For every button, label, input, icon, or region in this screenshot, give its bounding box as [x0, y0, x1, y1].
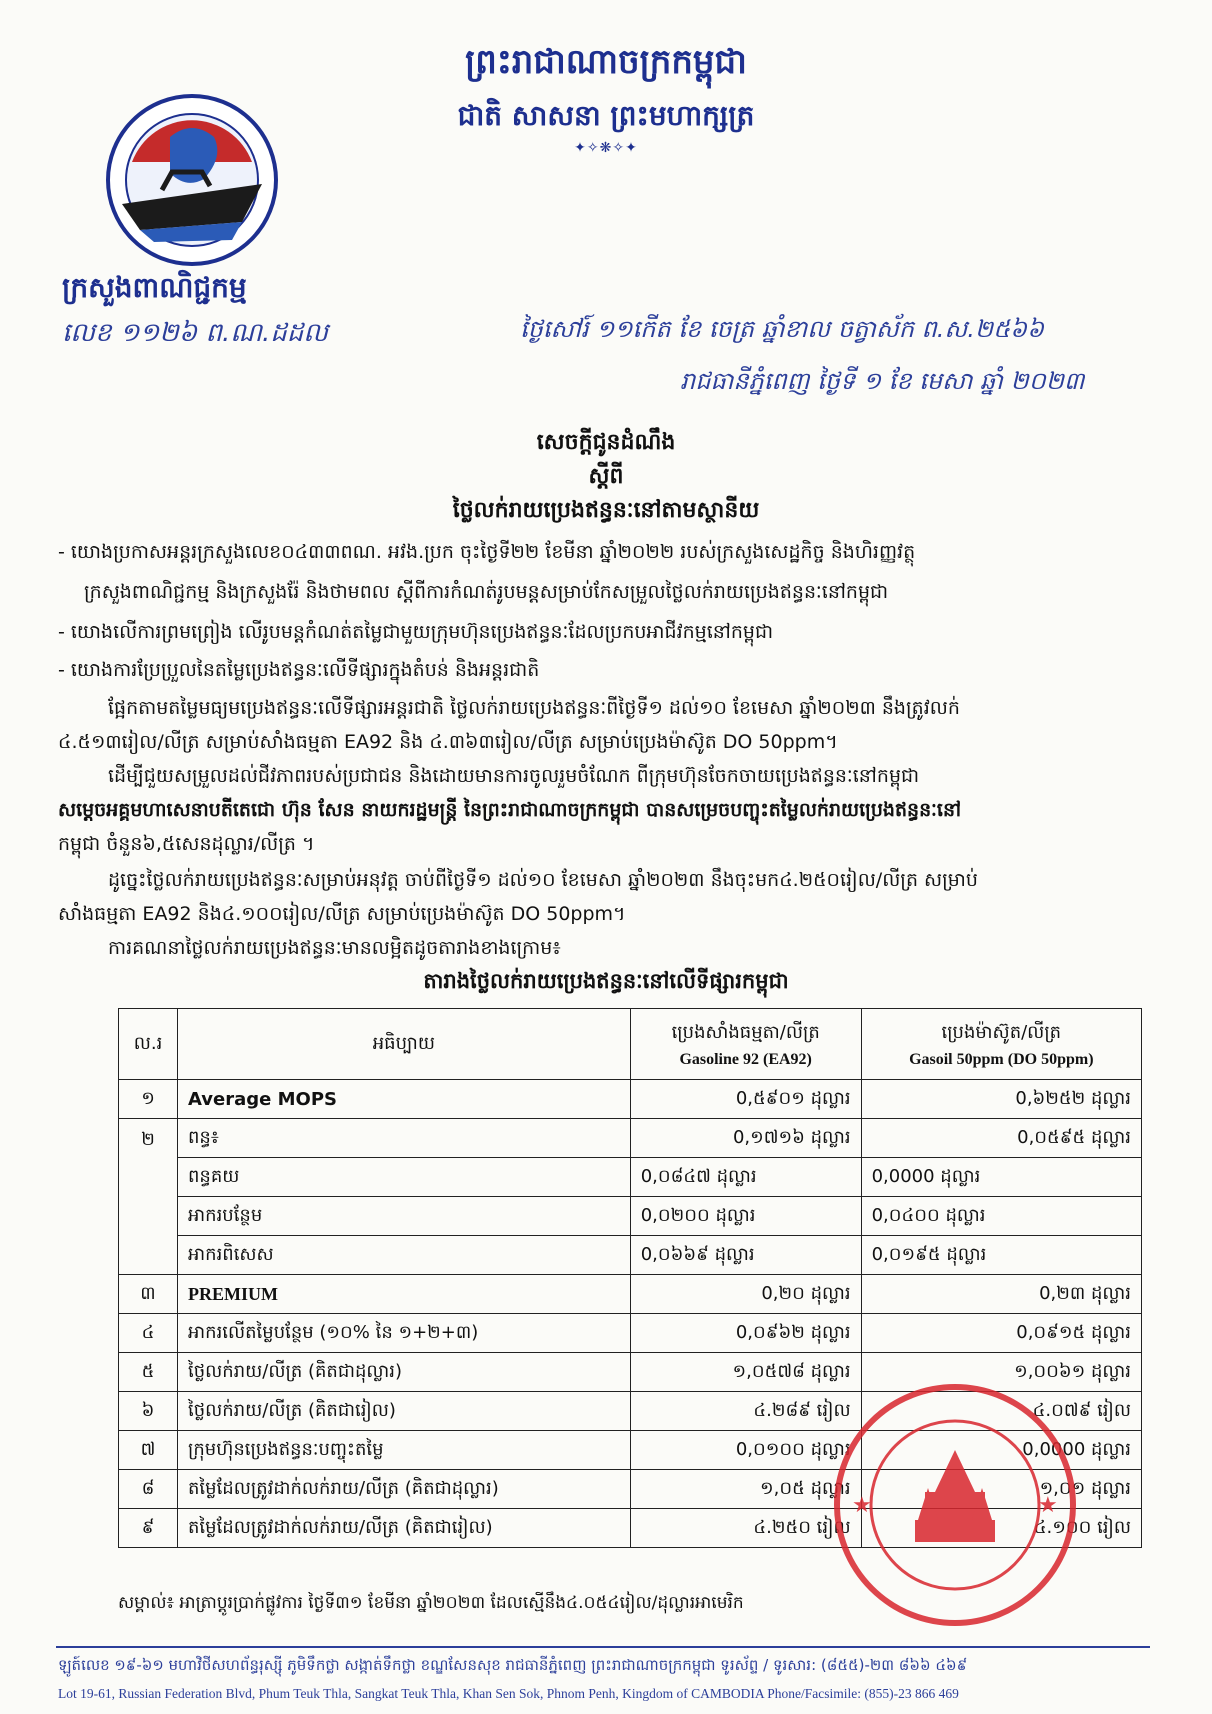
row-description: ពន្ធ៖ — [178, 1119, 631, 1158]
col-header-no: ល.រ — [119, 1009, 178, 1080]
row-gasoline-value: 0,០៨៤៧ ដុល្លារ — [630, 1158, 861, 1197]
lunar-date: ថ្ងៃសៅរ៍ ១១កើត ខែ ចេត្រ ឆ្នាំខាល ចត្វាស័ក ព.ស.២៥៦៦ — [520, 315, 1045, 343]
table-row — [119, 1236, 1142, 1275]
motto: ជាតិ សាសនា ព្រះមហាក្សត្រ — [457, 99, 755, 132]
row-gasoline-value: 0,១៧១៦ ដុល្លារ — [630, 1119, 861, 1158]
row-no: ២ — [119, 1119, 178, 1275]
row-no: ៩ — [119, 1509, 178, 1548]
row-description: PREMIUM — [178, 1275, 631, 1314]
paragraph-line: ដើម្បីជួយសម្រួលដល់ជីវភាពរបស់ប្រជាជន និងដោយមានការចូលរួមចំណែក ពីក្រុមហ៊ុនចែកចាយប្រេងឥន្ធនៈនៅកម្ពុជា — [108, 765, 920, 787]
reference-number: លេខ ១១២៦ ព.ណ.ដដល — [62, 318, 329, 348]
paragraph-line: សម្តេចអគ្គមហាសេនាបតីតេជោ ហ៊ុន សែន នាយករដ្ឋមន្ត្រី នៃព្រះរាជាណាចក្រកម្ពុជា បានសម្រេចបញ្ចុះតម្លៃលក់រាយប្រេងឥន្ធនៈនៅ — [58, 799, 962, 821]
paragraph-line: ផ្អែកតាមតម្លៃមធ្យមប្រេងឥន្ធនៈលើទីផ្សារអន្តរជាតិ ថ្លៃលក់រាយប្រេងឥន្ធនៈពីថ្ងៃទី១ ដល់១០ ខែមេសា ឆ្នាំ២០២៣ នឹងត្រូវលក់ — [108, 697, 960, 719]
row-diesel-value: ១,០០៦១ ដុល្លារ — [861, 1353, 1141, 1392]
official-seal-stamp — [830, 1380, 1080, 1630]
row-diesel-value: 0,៦២៥២ ដុល្លារ — [861, 1080, 1141, 1119]
row-description: អាករបន្ថែម — [178, 1197, 631, 1236]
row-gasoline-value: ៤.២៨៩ រៀល — [630, 1392, 861, 1431]
svg-text:★: ★ — [1038, 1493, 1058, 1518]
table-row — [119, 1119, 1142, 1158]
row-gasoline-value: ៤.២៥០ រៀល — [630, 1509, 861, 1548]
row-diesel-value: ៤.០៧៩ រៀល — [861, 1392, 1141, 1431]
bullet-1-cont: ក្រសួងពាណិជ្ជកម្ម និងក្រសួងរ៉ែ និងថាមពល ស្តីពីការកំណត់រូបមន្តសម្រាប់កែសម្រួលថ្លៃលក់រាយប្រេងឥន្ធនៈនៅកម្ពុជា — [84, 581, 889, 603]
table-row — [119, 1314, 1142, 1353]
paragraph-line: សាំងធម្មតា EA92 និង៤.១០០រៀល/លីត្រ សម្រាប់ប្រេងម៉ាស៊ូត DO 50ppm។ — [58, 903, 626, 925]
row-diesel-value: 0,០៤០០ ដុល្លារ — [861, 1197, 1141, 1236]
row-diesel-value: 0,០៥៩៥ ដុល្លារ — [861, 1119, 1141, 1158]
doc-subtitle-about: ស្តីពី — [588, 464, 624, 489]
table-title: តារាងថ្លៃលក់រាយប្រេងឥន្ធនៈនៅលើទីផ្សារកម្ពុជា — [423, 969, 789, 993]
doc-subject: ថ្លៃលក់រាយប្រេងឥន្ធនៈនៅតាមស្ថានីយ — [452, 498, 760, 523]
row-diesel-value: 0,០៩១៥ ដុល្លារ — [861, 1314, 1141, 1353]
solar-date: រាជធានីភ្នំពេញ ថ្ងៃទី ១ ខែ មេសា ឆ្នាំ ២០២៣ — [680, 367, 1085, 395]
table-row — [119, 1158, 1142, 1197]
kingdom-title: ព្រះរាជាណាចក្រកម្ពុជា — [465, 42, 747, 82]
doc-title: សេចក្តីជូនដំណឹង — [536, 430, 676, 455]
row-gasoline-value: 0,០៩៦២ ដុល្លារ — [630, 1314, 861, 1353]
row-description: Average MOPS — [178, 1080, 631, 1119]
row-diesel-value: 0,២៣ ដុល្លារ — [861, 1275, 1141, 1314]
col-header-description: អធិប្បាយ — [178, 1009, 631, 1080]
diesel-header-en: Gasoil 50ppm (DO 50ppm) — [909, 1050, 1094, 1068]
row-no: ១ — [119, 1080, 178, 1119]
footer-address-khmer: ឡូត៍លេខ ១៩-៦១ មហាវិថីសហព័ន្ធរុស្ស៊ី ភូមិទឹកថ្លា សង្កាត់ទឹកថ្លា ខណ្ឌសែនសុខ រាជធានីភ្នំពេញ ព្រះរាជាណាចក្រកម្ពុជា ទូរស័ព្ទ / ទូរសារ: (៨៥៥)-២៣ ៨៦៦ ៤៦៩ — [58, 1656, 968, 1674]
bullet-1: - យោងប្រកាសអន្តរក្រសួងលេខ០៤៣៣ពណ. អវង.ប្រក ចុះថ្ងៃទី២២ ខែមីនា ឆ្នាំ២០២២ របស់ក្រសួងសេដ្ឋកិច្ច និងហិរញ្ញវត្ថុ — [58, 541, 916, 563]
exchange-rate-note: សម្គាល់៖ អាត្រាប្តូរប្រាក់ផ្លូវការ ថ្ងៃទី៣១ ខែមីនា ឆ្នាំ២០២៣ ដែលស្មើនឹង៤.០៥៤រៀល/ដុល្លារអាមេរិក — [118, 1593, 744, 1613]
row-diesel-value: 0,0000 ដុល្លារ — [861, 1158, 1141, 1197]
row-no: ៧ — [119, 1431, 178, 1470]
row-gasoline-value: ១,០៥ ដុល្លារ — [630, 1470, 861, 1509]
row-no: ៨ — [119, 1470, 178, 1509]
row-description: តម្លៃដែលត្រូវដាក់លក់រាយ/លីត្រ (គិតជារៀល) — [178, 1509, 631, 1548]
row-no: ៤ — [119, 1314, 178, 1353]
table-row — [119, 1275, 1142, 1314]
col-header-diesel — [861, 1009, 1141, 1080]
footer-address-english: Lot 19-61, Russian Federation Blvd, Phum Teuk Thla, Sangkat Teuk Thla, Khan Sen Sok, Phnom Penh, Kingdom of CAMBODIA Phone/Facsimile: (855)-23 866 469 — [58, 1686, 959, 1701]
row-gasoline-value: ១,០៥៧៨ ដុល្លារ — [630, 1353, 861, 1392]
bullet-3: - យោងការប្រែប្រួលនៃតម្លៃប្រេងឥន្ធនៈលើទីផ្សារក្នុងតំបន់ និងអន្តរជាតិ — [58, 659, 540, 681]
row-description: តម្លៃដែលត្រូវដាក់លក់រាយ/លីត្រ (គិតជាដុល្លារ) — [178, 1470, 631, 1509]
row-description: ថ្លៃលក់រាយ/លីត្រ (គិតជារៀល) — [178, 1392, 631, 1431]
row-diesel-value: ៤.១០០ រៀល — [861, 1509, 1141, 1548]
diesel-header-kh: ប្រេងម៉ាស៊ូត/លីត្រ — [941, 1021, 1062, 1043]
bullet-2: - យោងលើការព្រមព្រៀង លើរូបមន្តកំណត់តម្លៃជាមួយក្រុមហ៊ុនប្រេងឥន្ធនៈដែលប្រកបអាជីវកម្មនៅកម្ពុជា — [58, 621, 774, 643]
svg-text:★: ★ — [852, 1493, 872, 1518]
ornament-divider: ✦✧❋✧✦ — [574, 140, 638, 156]
row-no: ៥ — [119, 1353, 178, 1392]
paragraph-line: ការគណនាថ្លៃលក់រាយប្រេងឥន្ធនៈមានលម្អិតដូចតារាងខាងក្រោម៖ — [108, 937, 561, 959]
row-gasoline-value: 0,០២០០ ដុល្លារ — [630, 1197, 861, 1236]
row-no: ៣ — [119, 1275, 178, 1314]
row-gasoline-value: 0,០៦៦៩ ដុល្លារ — [630, 1236, 861, 1275]
paragraph-line: ៤.៥១៣រៀល/លីត្រ សម្រាប់សាំងធម្មតា EA92 និង ៤.៣៦៣រៀល/លីត្រ សម្រាប់ប្រេងម៉ាស៊ូត DO 50ppm។ — [58, 731, 838, 753]
row-description: អាករពិសេស — [178, 1236, 631, 1275]
row-description: ថ្លៃលក់រាយ/លីត្រ (គិតជាដុល្លារ) — [178, 1353, 631, 1392]
footer-divider — [56, 1646, 1150, 1648]
paragraph-line: កម្ពុជា ចំនួន៦,៥សេនដុល្លារ/លីត្រ ។ — [58, 833, 315, 855]
row-description: អាករលើតម្លៃបន្ថែម (១០% នៃ ១+២+៣) — [178, 1314, 631, 1353]
table-row — [119, 1080, 1142, 1119]
row-gasoline-value: 0,៥៩០១ ដុល្លារ — [630, 1080, 861, 1119]
row-diesel-value: ១,០១ ដុល្លារ — [861, 1470, 1141, 1509]
row-no: ៦ — [119, 1392, 178, 1431]
row-diesel-value: 0,០១៩៥ ដុល្លារ — [861, 1236, 1141, 1275]
gasoline-header-kh: ប្រេងសាំងធម្មតា/លីត្រ — [671, 1021, 820, 1043]
row-description: ពន្ធគយ — [178, 1158, 631, 1197]
row-description: ក្រុមហ៊ុនប្រេងឥន្ធនៈបញ្ចុះតម្លៃ — [178, 1431, 631, 1470]
col-header-gasoline — [630, 1009, 861, 1080]
row-diesel-value: 0,0000 ដុល្លារ — [861, 1431, 1141, 1470]
table-row — [119, 1197, 1142, 1236]
ministry-name: ក្រសួងពាណិជ្ជកម្ម — [62, 271, 247, 304]
row-gasoline-value: 0,២០ ដុល្លារ — [630, 1275, 861, 1314]
gasoline-header-en: Gasoline 92 (EA92) — [679, 1050, 812, 1068]
paragraph-line: ដូច្នេះថ្លៃលក់រាយប្រេងឥន្ធនៈសម្រាប់អនុវត្ត ចាប់ពីថ្ងៃទី១ ដល់១០ ខែមេសា ឆ្នាំ២០២៣ នឹងចុះមក៤.២៥០រៀល/លីត្រ សម្រាប់ — [108, 869, 978, 891]
row-gasoline-value: 0,០១០០ ដុល្លារ — [630, 1431, 861, 1470]
